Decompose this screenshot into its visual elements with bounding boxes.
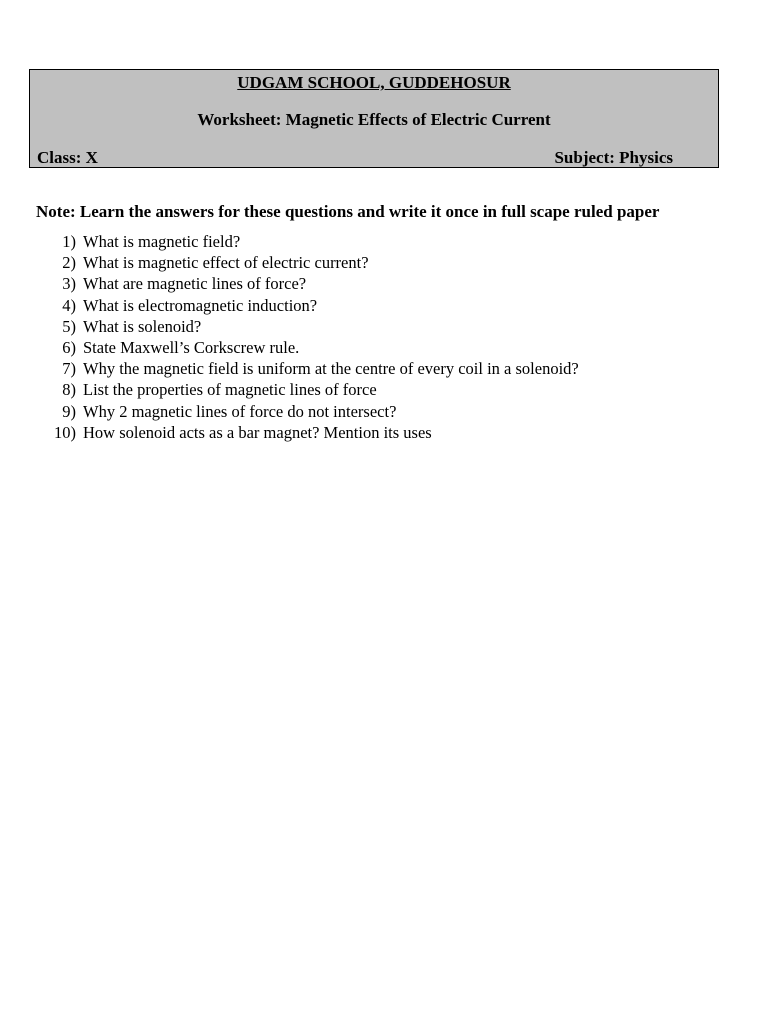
question-number: 4) [62, 295, 76, 315]
question-text: List the properties of magnetic lines of force [83, 380, 377, 400]
question-number: 10) [54, 422, 76, 442]
question-text: What are magnetic lines of force? [83, 274, 307, 294]
question-text: What is solenoid? [83, 316, 202, 336]
question-text: What is electromagnetic induction? [83, 295, 318, 315]
instruction-note: Note: Learn the answers for these questions and write it once in full scape ruled paper [36, 202, 660, 221]
question-text: What is magnetic field? [83, 232, 241, 251]
question-number: 6) [62, 337, 76, 357]
worksheet-title: Worksheet: Magnetic Effects of Electric Current [197, 110, 551, 129]
class-label: Class: X [37, 148, 98, 167]
question-number: 7) [62, 359, 76, 379]
question-text: Why the magnetic field is uniform at the centre of every coil in a solenoid? [83, 359, 579, 379]
question-number: 9) [62, 401, 76, 421]
question-text: How solenoid acts as a bar magnet? Mention its uses [83, 422, 432, 442]
header-box [29, 69, 719, 168]
question-text: Why 2 magnetic lines of force do not intersect? [83, 401, 397, 421]
question-text: What is magnetic effect of electric current? [83, 253, 369, 273]
question-number: 2) [62, 253, 76, 273]
question-number: 8) [62, 380, 76, 400]
school-name: UDGAM SCHOOL, GUDDEHOSUR [237, 73, 511, 92]
question-number: 1) [62, 232, 76, 251]
subject-label: Subject: Physics [554, 148, 673, 167]
question-text: State Maxwell’s Corkscrew rule. [83, 337, 300, 357]
question-number: 5) [62, 316, 76, 336]
question-number: 3) [62, 274, 76, 294]
